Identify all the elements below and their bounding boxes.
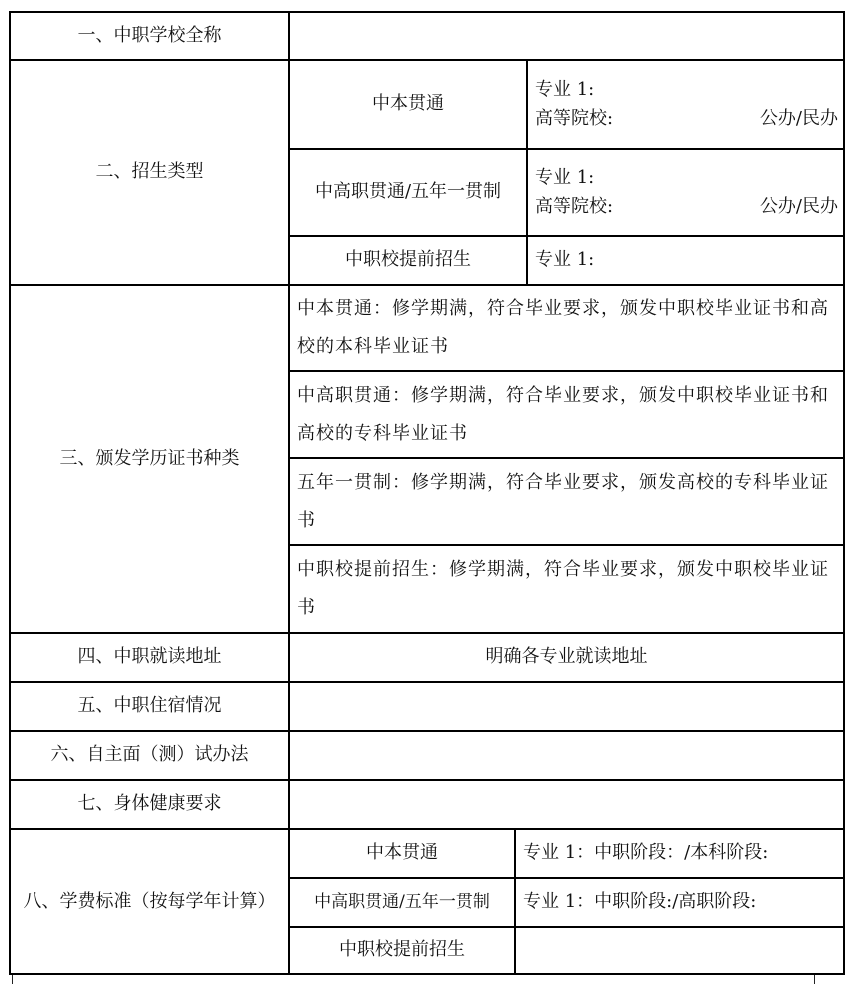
hline-enroll-2 — [288, 235, 845, 237]
certificate-label-text: 三、颁发学历证书种类 — [59, 447, 240, 469]
tuition-name-3 — [289, 927, 515, 974]
page-edge-right — [814, 975, 815, 984]
certificate-item-3-text: 五年一贯制：修学期满，符合毕业要求，颁发高校的专科毕业证书 — [297, 471, 829, 531]
certificate-item-3 — [289, 458, 844, 545]
border-bottom — [9, 973, 845, 975]
certificate-item-2 — [289, 371, 844, 458]
tuition-detail-2-text: 专业 1：中职阶段:/高职阶段: — [523, 891, 757, 913]
dorm-value[interactable] — [289, 682, 844, 731]
tuition-detail-2[interactable] — [515, 878, 844, 927]
vline-enroll — [526, 59, 528, 286]
address-value[interactable] — [289, 633, 844, 682]
school-name-label — [10, 12, 289, 60]
certificate-item-1 — [289, 285, 844, 371]
health-label — [10, 780, 289, 829]
enroll-major-2: 专业 1: — [535, 166, 595, 188]
hline-row6 — [9, 779, 845, 781]
hline-enroll-1 — [288, 148, 845, 150]
tuition-name-1-text: 中本贯通 — [366, 842, 438, 864]
hline-cert-1 — [288, 370, 845, 372]
tuition-detail-1-text: 专业 1：中职阶段：/本科阶段: — [523, 842, 769, 864]
hline-tuition-2 — [288, 926, 845, 928]
tuition-label — [10, 829, 289, 974]
tuition-name-1 — [289, 829, 515, 878]
tuition-name-3-text: 中职校提前招生 — [339, 939, 465, 961]
hline-cert-3 — [288, 544, 845, 546]
enroll-college-label-1: 高等院校: — [535, 107, 614, 129]
interview-label-text: 六、自主面（测）试办法 — [50, 744, 249, 766]
address-value-text: 明确各专业就读地址 — [485, 646, 648, 668]
border-top — [9, 11, 845, 13]
tuition-name-2-text: 中高职贯通/五年一贯制 — [314, 891, 490, 912]
enroll-college-label-2: 高等院校: — [535, 195, 614, 217]
dorm-label — [10, 682, 289, 731]
hline-row5 — [9, 730, 845, 732]
page-edge-left — [12, 975, 13, 984]
hline-row2 — [9, 284, 845, 286]
certificate-label — [10, 285, 289, 633]
enroll-type-detail-2[interactable] — [527, 149, 844, 236]
enroll-major-1: 专业 1: — [535, 78, 595, 100]
health-value[interactable] — [289, 780, 844, 829]
enroll-ownership-2: 公办/民办 — [759, 195, 838, 217]
enroll-type-name-3-text: 中职校提前招生 — [345, 249, 471, 271]
enroll-type-name-3 — [289, 236, 527, 285]
hline-row1 — [9, 59, 845, 61]
tuition-detail-1[interactable] — [515, 829, 844, 878]
address-label — [10, 633, 289, 682]
dorm-label-text: 五、中职住宿情况 — [77, 695, 222, 717]
interview-label — [10, 731, 289, 780]
enroll-type-detail-3[interactable] — [527, 236, 844, 285]
border-right — [843, 11, 845, 975]
school-name-label-text: 一、中职学校全称 — [77, 24, 222, 46]
hline-row7 — [9, 828, 845, 830]
enroll-major-3: 专业 1: — [535, 249, 595, 271]
tuition-detail-3[interactable] — [515, 927, 844, 974]
hline-cert-2 — [288, 457, 845, 459]
vline-main — [288, 11, 290, 975]
certificate-item-4-text: 中职校提前招生：修学期满，符合毕业要求，颁发中职校毕业证书 — [297, 559, 829, 618]
hline-tuition-1 — [288, 877, 845, 879]
hline-row4 — [9, 681, 845, 683]
enroll-ownership-1: 公办/民办 — [759, 107, 838, 129]
address-label-text: 四、中职就读地址 — [77, 646, 222, 668]
certificate-item-2-text: 中高职贯通：修学期满，符合毕业要求，颁发中职校毕业证书和高校的专科毕业证书 — [297, 384, 829, 444]
tuition-name-2 — [289, 878, 515, 927]
enroll-type-name-2 — [289, 149, 527, 236]
hline-row3 — [9, 632, 845, 634]
enroll-type-label-text: 二、招生类型 — [95, 161, 204, 183]
border-left — [9, 11, 11, 975]
interview-value[interactable] — [289, 731, 844, 780]
vline-tuition — [514, 828, 516, 975]
health-label-text: 七、身体健康要求 — [77, 793, 222, 815]
enroll-type-name-1-text: 中本贯通 — [372, 93, 444, 115]
certificate-item-4 — [289, 545, 844, 633]
enroll-type-name-2-text: 中高职贯通/五年一贯制 — [314, 181, 502, 203]
certificate-item-1-text: 中本贯通：修学期满，符合毕业要求，颁发中职校毕业证书和高校的本科毕业证书 — [297, 298, 829, 357]
enroll-type-name-1 — [289, 60, 527, 149]
school-name-value[interactable] — [289, 12, 844, 60]
tuition-label-text: 八、学费标准（按每学年计算） — [23, 890, 276, 912]
enroll-type-detail-1[interactable] — [527, 60, 844, 149]
enroll-type-label — [10, 60, 289, 285]
